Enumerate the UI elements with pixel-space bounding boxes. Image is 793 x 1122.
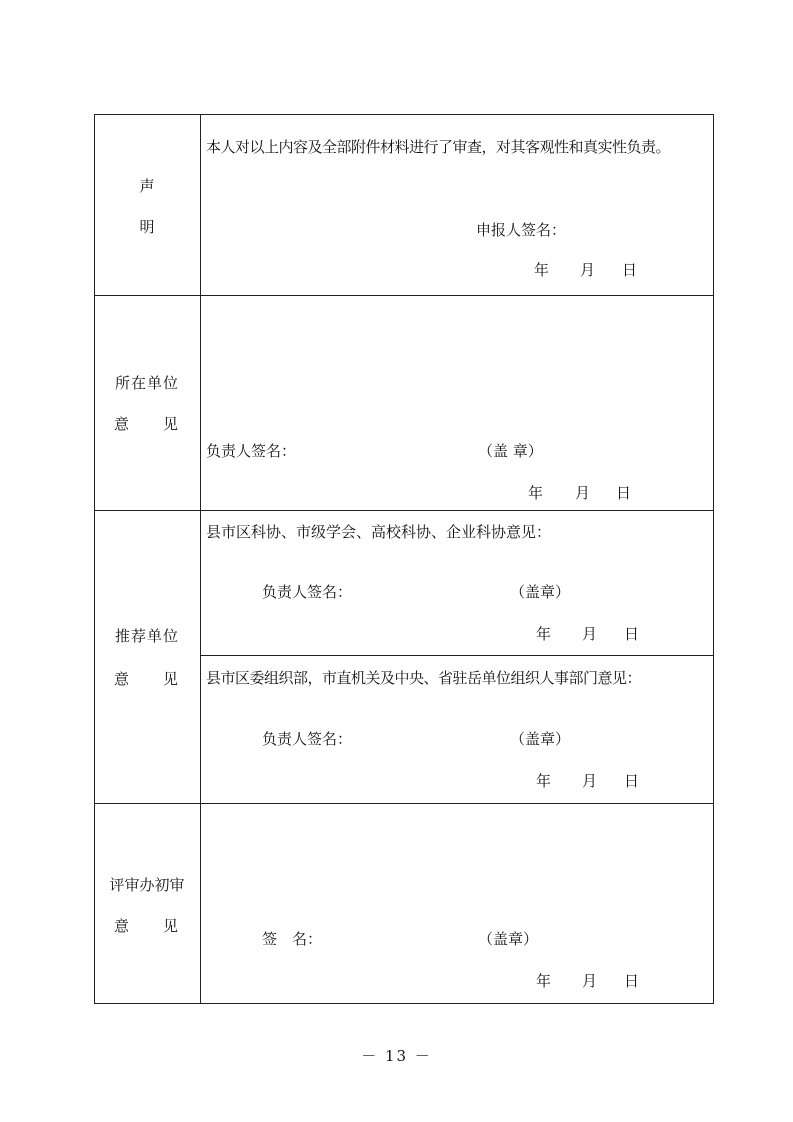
row-divider-recommend-split bbox=[200, 655, 713, 656]
recommend-part2-seal: （盖章） bbox=[510, 730, 571, 748]
column-divider bbox=[200, 115, 201, 1003]
recommend-part2-signature-label: 负责人签名： bbox=[262, 730, 353, 748]
review-date-month: 月 bbox=[582, 972, 598, 990]
review-seal: （盖章） bbox=[478, 930, 539, 948]
review-signature-label: 签 名： bbox=[262, 930, 323, 948]
recommend-label-2b: 见 bbox=[163, 670, 179, 688]
recommend-part2-date-day: 日 bbox=[624, 772, 640, 790]
recommend-part1-seal: （盖章） bbox=[510, 583, 571, 601]
unit-seal: （盖 章） bbox=[478, 442, 543, 460]
declaration-label-1: 声 bbox=[139, 177, 155, 195]
recommend-part1-date-month: 月 bbox=[582, 625, 598, 643]
applicant-signature-label: 申报人签名： bbox=[476, 221, 567, 239]
unit-date-day: 日 bbox=[616, 484, 632, 502]
recommend-part2-date-year: 年 bbox=[536, 772, 552, 790]
declaration-label-2: 明 bbox=[139, 218, 155, 236]
declaration-date-day: 日 bbox=[622, 261, 638, 279]
unit-signature-label: 负责人签名： bbox=[206, 442, 297, 460]
page-number: － 13 － bbox=[361, 1047, 432, 1065]
recommend-part1-date-year: 年 bbox=[536, 625, 552, 643]
recommend-part1-date-day: 日 bbox=[624, 625, 640, 643]
review-label-2a: 意 bbox=[114, 917, 130, 935]
recommend-part2-date-month: 月 bbox=[582, 772, 598, 790]
review-date-day: 日 bbox=[624, 972, 640, 990]
opinion-form-table bbox=[94, 114, 714, 1004]
unit-opinion-label-1: 所在单位 bbox=[114, 374, 180, 392]
unit-opinion-label-2a: 意 bbox=[114, 415, 130, 433]
recommend-part1-title: 县市区科协、市级学会、高校科协、企业科协意见： bbox=[206, 523, 552, 541]
recommend-label-2a: 意 bbox=[114, 670, 130, 688]
recommend-part1-signature-label: 负责人签名： bbox=[262, 583, 353, 601]
declaration-date-year: 年 bbox=[534, 261, 550, 279]
unit-date-month: 月 bbox=[575, 484, 591, 502]
recommend-part2-title: 县市区委组织部，市直机关及中央、省驻岳单位组织人事部门意见： bbox=[206, 669, 642, 687]
review-date-year: 年 bbox=[536, 972, 552, 990]
unit-date-year: 年 bbox=[528, 484, 544, 502]
unit-opinion-label-2b: 见 bbox=[163, 415, 179, 433]
declaration-statement: 本人对以上内容及全部附件材料进行了审查，对其客观性和真实性负责。 bbox=[206, 138, 671, 156]
row-divider-declaration bbox=[95, 295, 713, 296]
declaration-date-month: 月 bbox=[580, 261, 596, 279]
review-label-1: 评审办初审 bbox=[109, 876, 185, 894]
review-label-2b: 见 bbox=[163, 917, 179, 935]
row-divider-unit bbox=[95, 510, 713, 511]
row-divider-recommend bbox=[95, 803, 713, 804]
recommend-label-1: 推荐单位 bbox=[114, 627, 180, 645]
